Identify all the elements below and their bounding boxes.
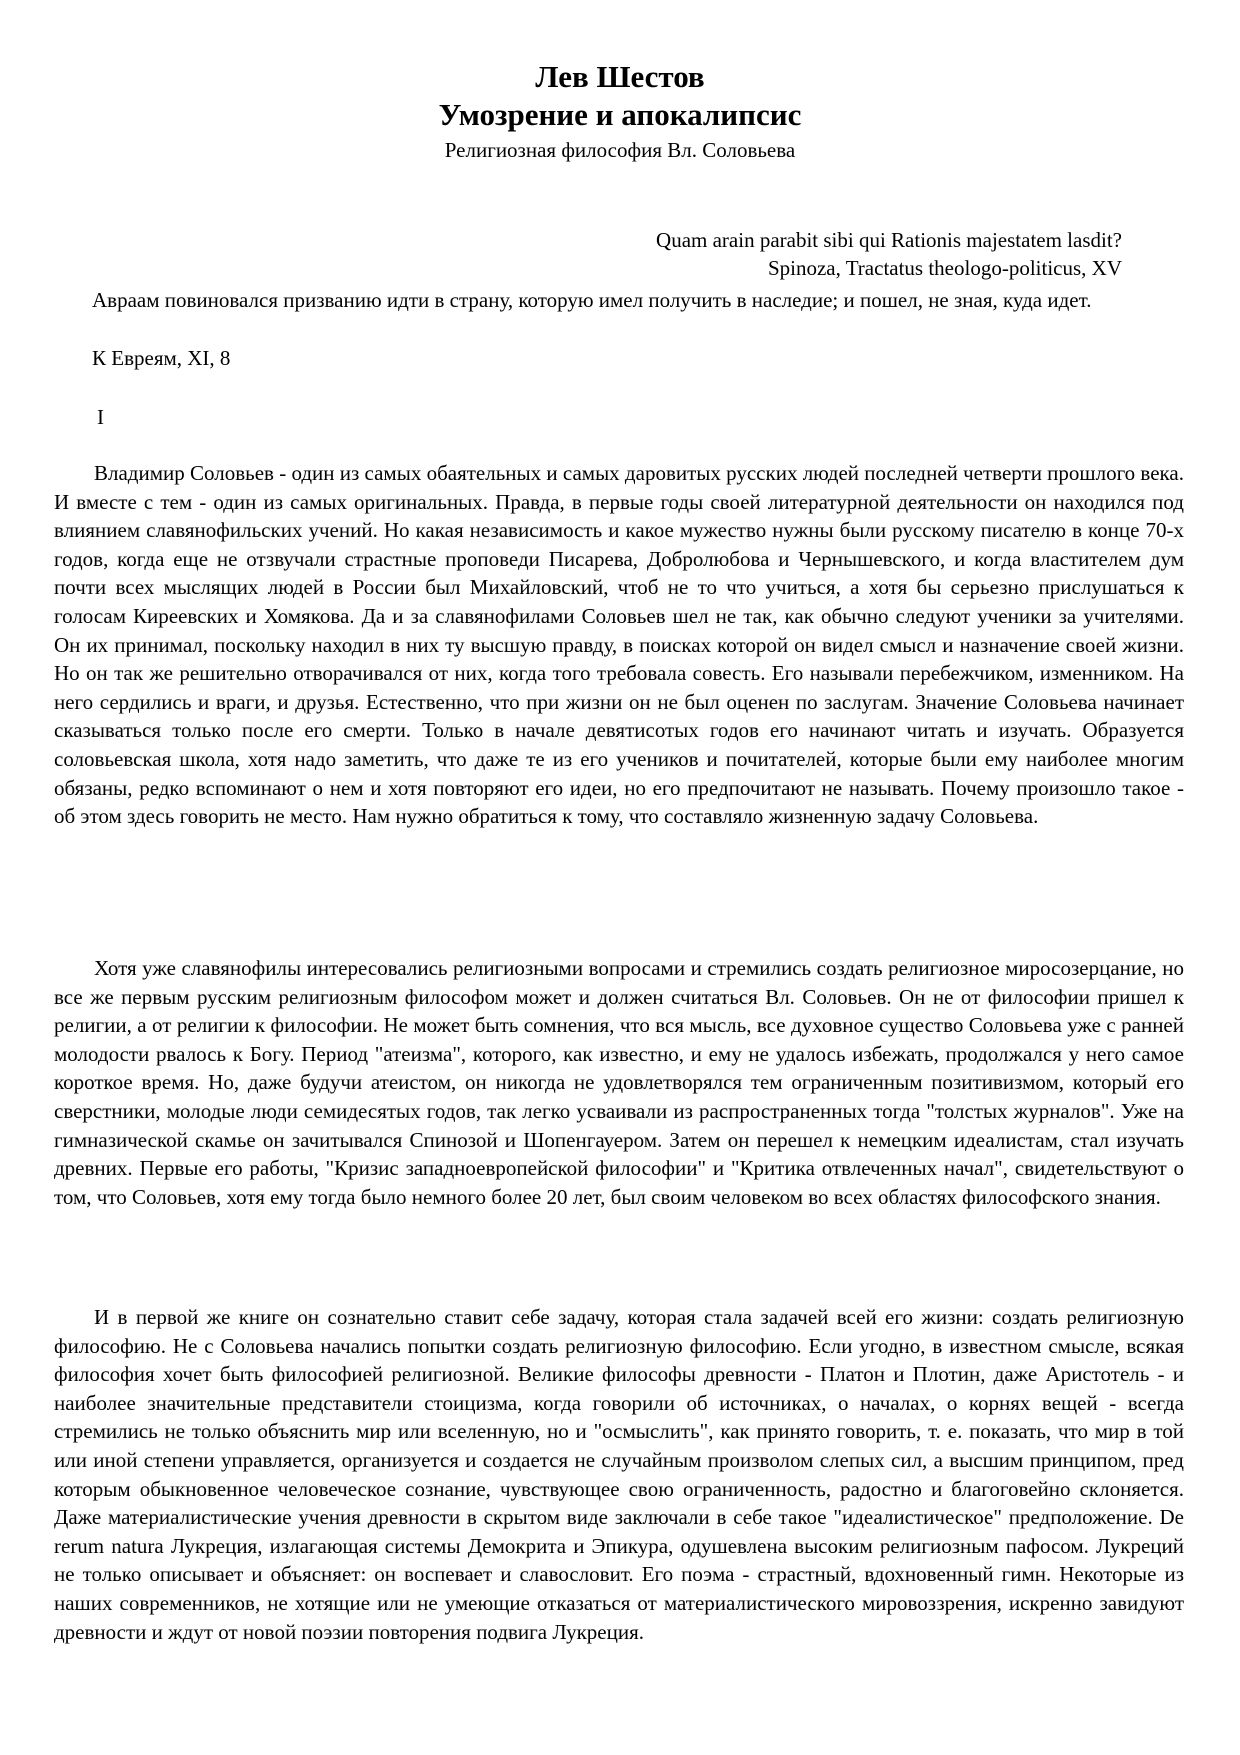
epigraph xyxy=(656,226,1122,282)
book-title: Умозрение и апокалипсис xyxy=(438,97,802,132)
section-number: I xyxy=(97,405,104,429)
title-block xyxy=(0,58,1240,164)
author-name: Лев Шестов xyxy=(535,59,705,94)
book-subtitle: Религиозная философия Вл. Соловьева xyxy=(444,138,796,162)
second-epigraph-quote: Авраам повиновался призванию идти в страну, которую имел получить в наследие; и пошел, не зная, куда идет. xyxy=(92,288,1092,312)
paragraph-2: Хотя уже славянофилы интересовались религиозными вопросами и стремились создать религиозное миросозерцание, но все же первым русским религиозным философом может и должен считаться Вл. Соловьев. Он не от философии пришел к религии, а от религии к философии. Не может быть сомнения, что вся мысль, все духовное существо Соловьева уже с ранней молодости рвалось к Богу. Период "атеизма", которого, как известно, и ему не удалось избежать, продолжался у него самое короткое время. Но, даже будучи атеистом, он никогда не удовлетворялся тем ограниченным позитивизмом, который его сверстники, молодые люди семидесятых годов, так легко усваивали из распространенных тогда "толстых журналов". Уже на гимназической скамье он зачитывался Спинозой и Шопенгауером. Затем он перешел к немецким идеалистам, стал изучать древних. Первые его работы, "Кризис западноевропейской философии" и "Критика отвлеченных начал", свидетельствуют о том, что Соловьев, хотя ему тогда было немного более 20 лет, был своим человеком во всех областях философского знания. xyxy=(54,956,1184,1209)
paragraph-1: Владимир Соловьев - один из самых обаятельных и самых даровитых русских людей последней четверти прошлого века. И вместе с тем - один из самых оригинальных. Правда, в первые годы своей литературной деятельности он находился под влиянием славянофильских учений. Но какая независимость и какое мужество нужны были русскому писателю в конце 70-х годов, когда еще не отзвучали страстные проповеди Писарева, Добролюбова и Чернышевского, и когда властителем дум почти всех мыслящих людей в России был Михайловский, чтоб не то что учиться, а хотя бы серьезно прислушаться к голосам Киреевских и Хомякова. Да и за славянофилами Соловьев шел не так, как обычно следуют ученики за учителями. Он их принимал, поскольку находил в них ту высшую правду, в поисках которой он видел смысл и назначение своей жизни. Но он так же решительно отворачивался от них, когда того требовала совесть. Его называли перебежчиком, изменником. На него сердились и враги, и друзья. Естественно, что при жизни он не был оценен по заслугам. Значение Соловьева начинает сказываться только после его смерти. Только в начале девятисотых годов его начинают читать и изучать. Образуется соловьевская школа, хотя надо заметить, что даже те из его учеников и почитателей, которые были ему наиболее многим обязаны, редко вспоминают о нем и хотя повторяют его идеи, но его предпочитают не называть. Почему произошло такое - об этом здесь говорить не место. Нам нужно обратиться к тому, что составляло жизненную задачу Соловьева. xyxy=(54,461,1184,829)
epigraph-quote: Quam arain parabit sibi qui Rationis majestatem lasdit? xyxy=(656,228,1122,252)
epigraph-source: Spinoza, Tractatus theologo-politicus, XV xyxy=(767,256,1122,280)
paragraph-3: И в первой же книге он сознательно ставит себе задачу, которая стала задачей всей его жизни: создать религиозную философию. Не с Соловьева начались попытки создать религиозную философию. Если угодно, в известном смысле, всякая философия хочет быть философией религиозной. Великие философы древности - Платон и Плотин, даже Аристотель - и наиболее значительные представители стоицизма, когда говорили об источниках, о началах, о корнях вещей - всегда стремились не только объяснить мир или вселенную, но и "осмыслить", как принято говорить, т. е. показать, что мир в той или иной степени управляется, организуется и создается не случайным произволом слепых сил, а высшим принципом, пред которым обыкновенное человеческое сознание, чувствующее свою ограниченность, радостно и благоговейно склоняется. Даже материалистические учения древности в скрытом виде заключали в себе такое "идеалистическое" предположение. De rerum natura Лукреция, излагающая системы Демокрита и Эпикура, одушевлена высоким религиозным пафосом. Лукреций не только описывает и объясняет: он воспевает и славословит. Его поэма - страстный, вдохновенный гимн. Некоторые из наших современников, не хотящие или не умеющие отказаться от материалистического мировоззрения, искренно завидуют древности и ждут от новой поэзии повторения подвига Лукреция. xyxy=(54,1305,1184,1644)
second-epigraph-source: К Евреям, XI, 8 xyxy=(92,346,231,370)
